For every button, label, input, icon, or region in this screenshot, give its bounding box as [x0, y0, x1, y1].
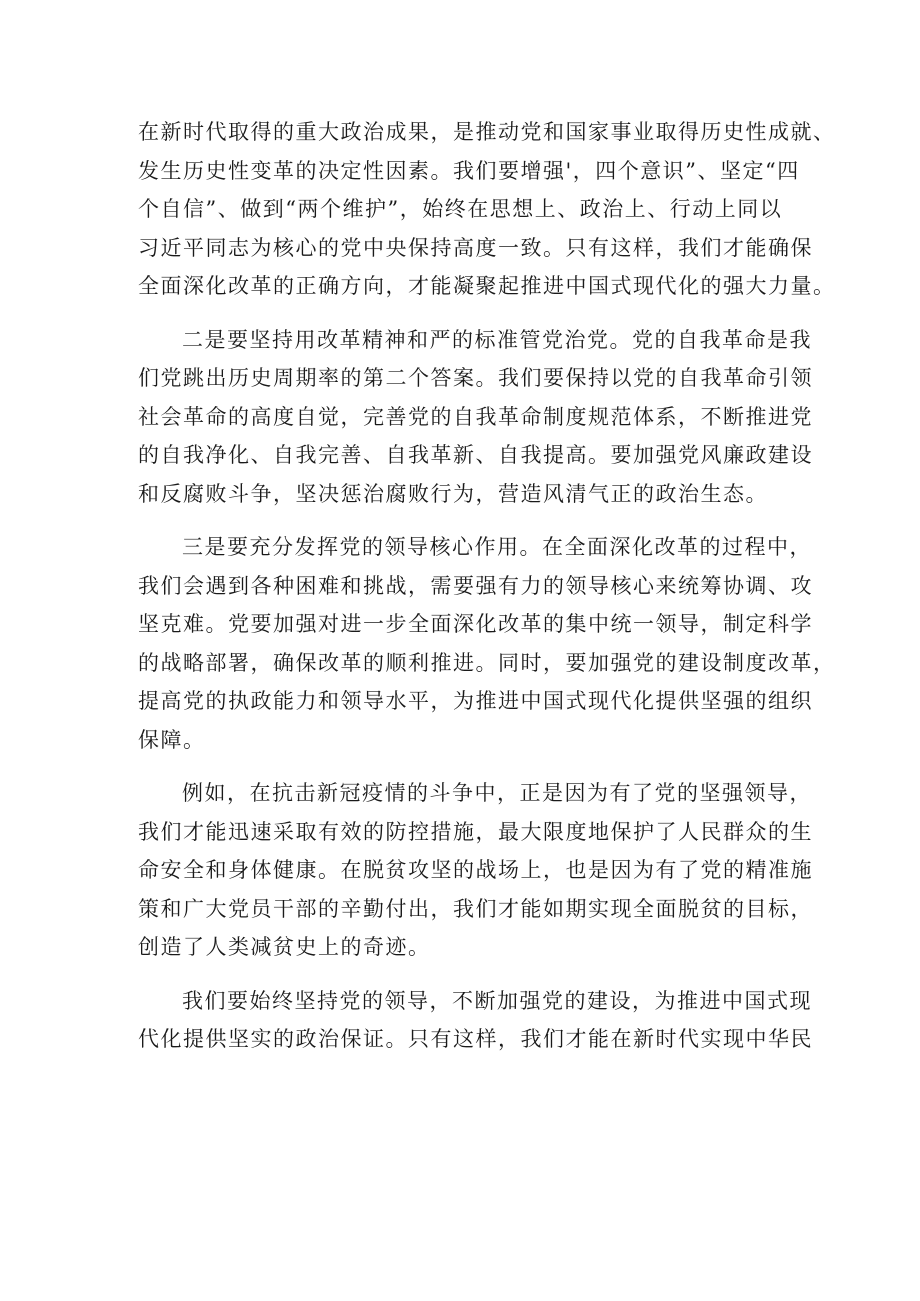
text-line: 保障。 [138, 727, 206, 752]
text-line: 我们会遇到各种困难和挑战，需要强有力的领导核心来统筹协调、攻 [138, 573, 813, 598]
text-line: 在新时代取得的重大政治成果，是推动党和国家事业取得历史性成就、 [138, 120, 836, 144]
text-line: 例如，在抗击新冠疫情的斗争中，正是因为有了党的坚强领导， [182, 781, 812, 805]
text-line: 和反腐败斗争，坚决惩治腐败行为，营造风清气正的政治生态。 [138, 481, 768, 506]
text-line: 我们才能迅速采取有效的防控措施，最大限度地保护了人民群众的生 [138, 819, 813, 844]
text-line: 的战略部署，确保改革的顺利推进。同时，要加强党的建设制度改革， [138, 650, 836, 675]
text-line: 习近平同志为核心的党中央保持高度一致。只有这样，我们才能确保 [138, 235, 813, 260]
text-line: 的自我净化、自我完善、自我革新、自我提高。要加强党风廉政建设 [138, 443, 813, 467]
paragraph [138, 528, 836, 759]
text-line: 全面深化改革的正确方向，才能凝聚起推进中国式现代化的强大力量。 [138, 274, 836, 298]
text-line: 三是要充分发挥党的领导核心作用。在全面深化改革的过程中， [182, 535, 812, 559]
text-line: 们党跳出历史周期率的第二个答案。我们要保持以党的自我革命引领 [138, 366, 813, 390]
text-line: 代化提供坚实的政治保证。只有这样，我们才能在新时代实现中华民 [138, 1027, 813, 1051]
paragraph [138, 321, 813, 514]
paragraph [138, 113, 836, 306]
text-line: 我们要始终坚持党的领导，不断加强党的建设，为推进中国式现 [182, 988, 812, 1013]
text-line: 社会革命的高度自觉，完善党的自我革命制度规范体系，不断推进党 [138, 404, 813, 429]
paragraph [138, 982, 813, 1059]
paragraph [138, 774, 813, 967]
text-line: 二是要坚持用改革精神和严的标准管党治党。党的自我革命是我 [182, 327, 812, 352]
text-line: 发生历史性变革的决定性因素。我们要增强'，四个意识”、坚定“四 [138, 158, 800, 183]
text-line: 提高党的执政能力和领导水平，为推进中国式现代化提供坚强的组织 [138, 689, 813, 713]
text-line: 命安全和身体健康。在脱贫攻坚的战场上，也是因为有了党的精准施 [138, 858, 813, 882]
text-line: 坚克难。党要加强对进一步全面深化改革的集中统一领导，制定科学 [138, 612, 813, 636]
document-body [138, 113, 836, 1059]
text-line: 创造了人类减贫史上的奇迹。 [138, 935, 431, 959]
text-line: 策和广大党员干部的辛勤付出，我们才能如期实现全面脱贫的目标， [138, 896, 813, 921]
text-line: 个自信”、做到“两个维护”，始终在思想上、政治上、行动上同以 [138, 197, 783, 221]
